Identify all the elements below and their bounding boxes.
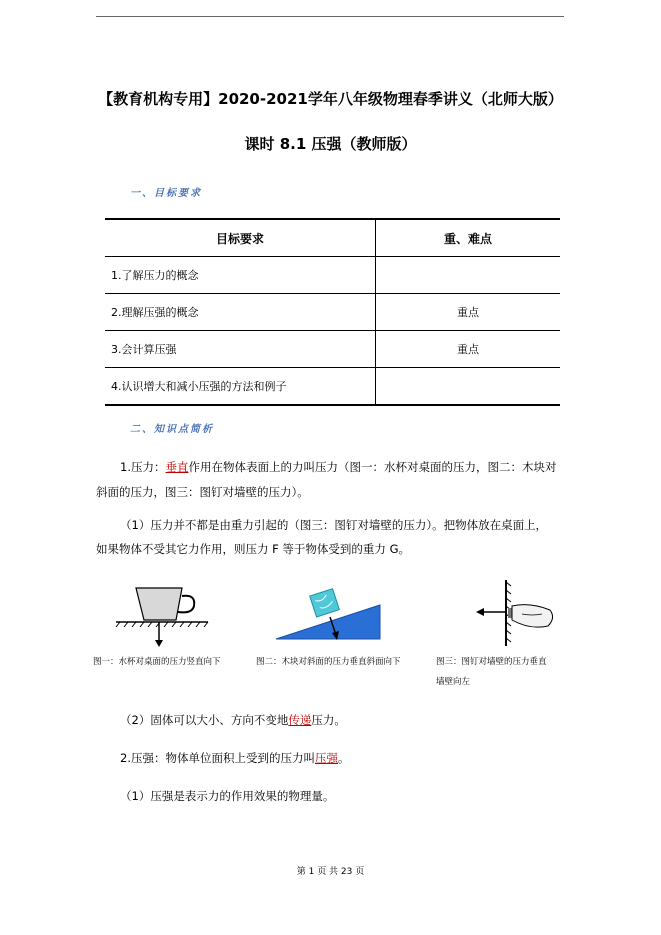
section-heading-goals: 一、目标要求 xyxy=(130,188,202,199)
table-row xyxy=(105,368,560,406)
header-rule xyxy=(96,16,564,17)
table-header-goal: 目标要求 xyxy=(105,219,376,257)
paragraph-pressure-meaning: （1）压强是表示力的作用效果的物理量。 xyxy=(120,789,335,803)
table-cell-goal: 3.会计算压强 xyxy=(105,331,376,368)
paragraph-line: 斜面的压力，图三：图钉对墙壁的压力）。 xyxy=(96,485,309,499)
caption-figure-3-continued: 墙壁向左 xyxy=(436,677,471,687)
paragraph-prefix: 1.压力： xyxy=(120,460,166,474)
caption-figure-3: 图三：图钉对墙壁的压力垂直 xyxy=(436,657,547,667)
paragraph-transmit-pressure xyxy=(120,708,346,732)
caption-figure-1: 图一：水杯对桌面的压力竖直向下 xyxy=(93,657,221,667)
page-footer: 第 1 页 共 23 页 xyxy=(296,867,365,877)
table-header-level: 重、难点 xyxy=(376,219,561,257)
paragraph-pressure-definition xyxy=(120,455,556,479)
paragraph-text: 压力。 xyxy=(311,713,346,727)
table-row xyxy=(105,331,560,368)
table-cell-level xyxy=(376,368,561,406)
table-cell-goal: 1.了解压力的概念 xyxy=(105,257,376,294)
table-header-row xyxy=(105,219,560,257)
table-row xyxy=(105,257,560,294)
table-cell-level: 重点 xyxy=(376,294,561,331)
section-heading-knowledge: 二、知识点简析 xyxy=(130,424,214,435)
cup-on-table-figure xyxy=(112,580,212,652)
paragraph-text: 作用在物体表面上的力叫压力（图一：水杯对桌面的压力，图二：木块对 xyxy=(188,460,557,474)
table-row xyxy=(105,294,560,331)
highlight-term: 传递 xyxy=(288,713,312,727)
lesson-title: 课时 8.1 压强（教师版） xyxy=(244,135,417,153)
paragraph-text: 。 xyxy=(337,751,350,765)
pin-in-wall-figure xyxy=(470,578,560,648)
table-cell-level xyxy=(376,257,561,294)
paragraph-pressure-stress-definition xyxy=(120,746,349,770)
highlight-term: 压强 xyxy=(314,751,338,765)
caption-figure-2: 图二：木块对斜面的压力垂直斜面向下 xyxy=(256,657,401,667)
highlight-term: 垂直 xyxy=(165,460,189,474)
paragraph-line: （1）压力并不都是由重力引起的（图三：图钉对墙壁的压力）。把物体放在桌面上， xyxy=(120,518,548,532)
table-cell-goal: 2.理解压强的概念 xyxy=(105,294,376,331)
paragraph-text: 2.压强：物体单位面积上受到的压力叫 xyxy=(120,751,315,765)
paragraph-text: （2）固体可以大小、方向不变地 xyxy=(120,713,289,727)
document-title: 【教育机构专用】2020-2021学年八年级物理春季讲义（北师大版） xyxy=(98,90,563,108)
table-cell-level: 重点 xyxy=(376,331,561,368)
goals-table xyxy=(105,218,560,406)
paragraph-line: 如果物体不受其它力作用，则压力 F 等于物体受到的重力 G。 xyxy=(96,542,410,556)
table-cell-goal: 4.认识增大和减小压强的方法和例子 xyxy=(105,368,376,406)
block-on-incline-figure xyxy=(272,585,384,643)
